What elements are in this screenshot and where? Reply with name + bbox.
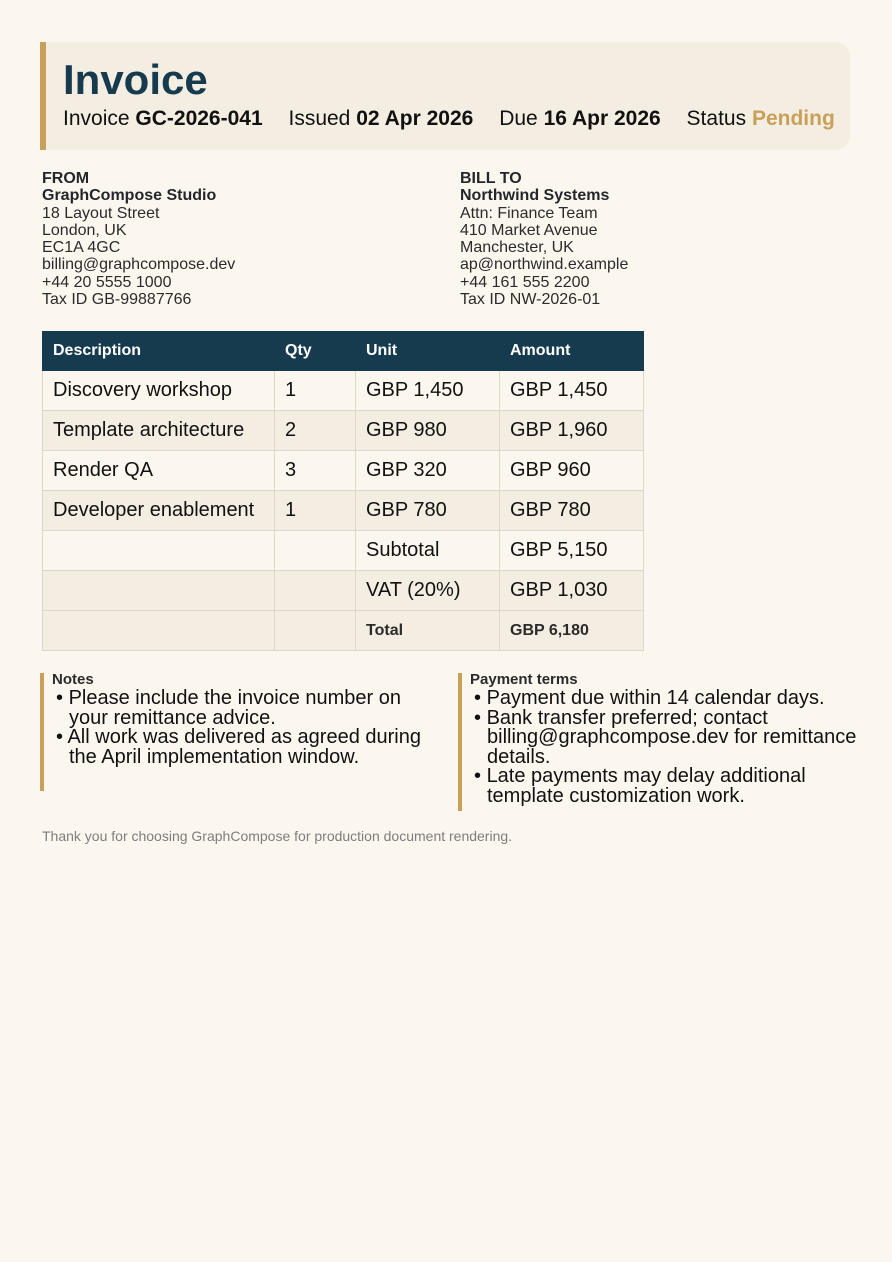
column-header-description: Description (43, 332, 275, 371)
cell-unit: GBP 980 (356, 411, 500, 451)
subtotal-label: Subtotal (356, 531, 500, 571)
list-item: • Bank transfer preferred; contact billing@graphcompose.dev for remittance details. (470, 709, 858, 768)
list-item: • Payment due within 14 calendar days. (470, 689, 858, 709)
from-line: London, UK (42, 221, 127, 239)
footer-thanks: Thank you for choosing GraphCompose for production document rendering. (42, 828, 513, 844)
total-value: GBP 6,180 (500, 611, 644, 651)
cell-description: Discovery workshop (43, 371, 275, 411)
empty-cell (275, 611, 356, 651)
cell-unit: GBP 320 (356, 451, 500, 491)
column-header-amount: Amount (500, 332, 644, 371)
payment-terms-heading: Payment terms (470, 671, 578, 688)
bill-to-line: Attn: Finance Team (460, 204, 598, 222)
empty-cell (275, 571, 356, 611)
table-header-row (43, 332, 644, 371)
invoice-header (40, 42, 850, 150)
cell-amount: GBP 1,450 (500, 371, 644, 411)
invoice-due: Due 16 Apr 2026 (499, 107, 661, 130)
column-header-qty: Qty (275, 332, 356, 371)
header-accent-bar (40, 42, 46, 150)
bill-to-line: 410 Market Avenue (460, 221, 598, 239)
list-item: • All work was delivered as agreed during the April implementation window. (52, 728, 440, 767)
notes-accent-bar (40, 673, 44, 791)
payment-terms-accent-bar (458, 673, 462, 811)
subtotal-value: GBP 5,150 (500, 531, 644, 571)
bill-to-line: Manchester, UK (460, 239, 574, 257)
bill-to-heading: BILL TO (460, 170, 522, 187)
status-badge: Pending (751, 107, 835, 130)
bill-to-block (460, 170, 628, 308)
vat-row (43, 571, 644, 611)
cell-unit: GBP 780 (356, 491, 500, 531)
list-item: • Late payments may delay additional template customization work. (470, 767, 858, 806)
column-header-unit: Unit (356, 332, 500, 371)
cell-description: Template architecture (43, 411, 275, 451)
cell-qty: 1 (275, 491, 356, 531)
vat-label: VAT (20%) (356, 571, 500, 611)
list-item: • Please include the invoice number on your remittance advice. (52, 689, 440, 728)
cell-qty: 1 (275, 371, 356, 411)
from-heading: FROM (42, 170, 90, 187)
line-items-table (42, 331, 644, 651)
empty-cell (43, 611, 275, 651)
bill-to-email: ap@northwind.example (460, 256, 629, 274)
table-row (43, 491, 644, 531)
page-title: Invoice (63, 56, 208, 103)
bill-to-phone: +44 161 555 2200 (460, 273, 590, 291)
from-tax-id: Tax ID GB-99887766 (42, 291, 192, 309)
empty-cell (43, 571, 275, 611)
invoice-issued: Issued 02 Apr 2026 (288, 107, 474, 130)
cell-amount: GBP 780 (500, 491, 644, 531)
bill-to-name: Northwind Systems (460, 187, 610, 205)
total-label: Total (356, 611, 500, 651)
total-row (43, 611, 644, 651)
from-email: billing@graphcompose.dev (42, 256, 236, 274)
from-line: 18 Layout Street (42, 204, 160, 222)
subtotal-row (43, 531, 644, 571)
from-block (42, 170, 235, 308)
cell-description: Render QA (43, 451, 275, 491)
empty-cell (43, 531, 275, 571)
table-row (43, 451, 644, 491)
invoice-status: Status Pending (686, 107, 835, 130)
invoice-number: Invoice GC-2026-041 (63, 107, 263, 130)
table-row (43, 411, 644, 451)
empty-cell (275, 531, 356, 571)
payment-terms-list (470, 689, 858, 806)
cell-description: Developer enablement (43, 491, 275, 531)
cell-qty: 3 (275, 451, 356, 491)
vat-value: GBP 1,030 (500, 571, 644, 611)
from-name: GraphCompose Studio (42, 187, 217, 205)
notes-list (52, 689, 440, 767)
notes-heading: Notes (52, 671, 94, 688)
cell-amount: GBP 1,960 (500, 411, 644, 451)
cell-qty: 2 (275, 411, 356, 451)
cell-amount: GBP 960 (500, 451, 644, 491)
from-line: EC1A 4GC (42, 239, 121, 257)
table-row (43, 371, 644, 411)
from-phone: +44 20 5555 1000 (42, 273, 172, 291)
cell-unit: GBP 1,450 (356, 371, 500, 411)
bill-to-tax-id: Tax ID NW-2026-01 (460, 291, 601, 309)
invoice-meta (63, 106, 855, 132)
